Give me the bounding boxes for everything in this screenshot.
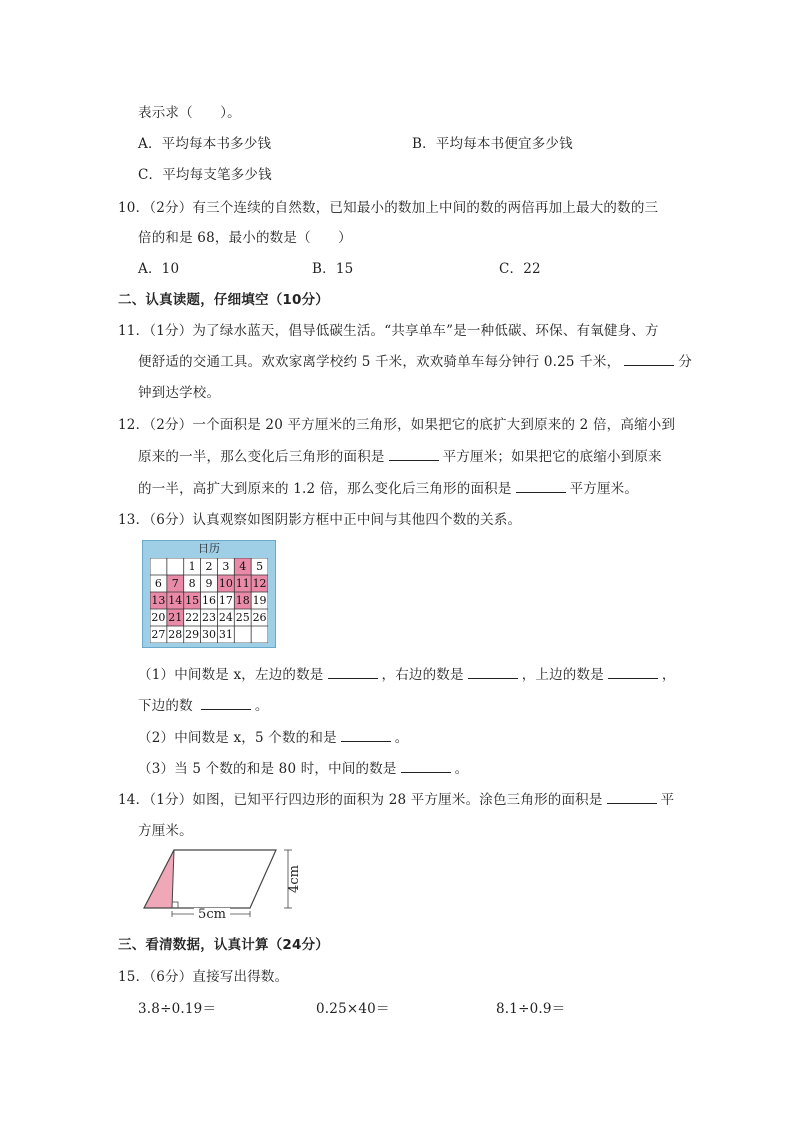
q13-sub2-end: 。 [394, 730, 409, 746]
q10-line2: 倍的和是 68，最小的数是（ ） [138, 230, 352, 246]
q13-sub1-text-a: （1）中间数是 x，左边的数是 [138, 667, 324, 683]
calendar-day: 11 [235, 577, 250, 590]
calendar-day: 28 [168, 628, 183, 641]
calendar-day: 4 [239, 560, 247, 573]
q13-sub2-text: （2）中间数是 x，5 个数的和是 [138, 730, 337, 746]
right-angle-mark [172, 902, 178, 908]
calendar-day: 26 [252, 611, 267, 624]
calendar-day: 13 [151, 594, 166, 607]
q12-line3-text: 的一半，高扩大到原来的 1.2 倍，那么变化后三角形的面积是 [138, 481, 512, 497]
q10-option-c: C．22 [499, 261, 541, 277]
calendar-day: 17 [218, 594, 233, 607]
q15-item-2: 0.25×40＝ [316, 1001, 390, 1017]
calendar-day: 12 [252, 577, 267, 590]
q14-line1-end: 平 [660, 792, 675, 808]
calendar-day: 29 [185, 628, 200, 641]
q9-option-c: C．平均每支笔多少钱 [138, 167, 272, 183]
calendar-day: 20 [151, 611, 166, 624]
q11-line2-unit: 分 [678, 354, 693, 370]
q12-line2 [138, 448, 662, 466]
q11-line1: 11．（1分）为了绿水蓝天，倡导低碳生活。“共享单车”是一种低碳、环保、有氧健身、方 [118, 323, 659, 339]
q13-stem: 13．（6分）认真观察如图阴影方框中正中间与其他四个数的关系。 [118, 512, 522, 528]
calendar-day: 18 [235, 594, 250, 607]
q14-line1-text: 14．（1分）如图，已知平行四边形的面积为 28 平方厘米。涂色三角形的面积是 [118, 792, 603, 808]
q11-line2 [138, 353, 692, 371]
q10-option-b: B．15 [312, 261, 354, 277]
calendar-day: 3 [222, 560, 230, 573]
q10-line1: 10．（2分）有三个连续的自然数，已知最小的数加上中间的数的两倍再加上最大的数的三 [118, 200, 659, 216]
q11-line2-text: 便舒适的交通工具。欢欢家离学校约 5 千米，欢欢骑单车每分钟行 0.25 千米， [138, 354, 621, 370]
calendar-day: 16 [201, 594, 216, 607]
parallelogram-figure [142, 838, 302, 922]
q13-sub1 [138, 666, 676, 684]
base-label: 5cm [198, 907, 226, 918]
calendar-day [150, 558, 167, 575]
q9-option-a: A．平均每本书多少钱 [138, 136, 272, 152]
q12-line3-rest: 平方厘米。 [569, 481, 639, 497]
calendar-day: 23 [201, 611, 216, 624]
q13-sub1-line2-end: 。 [254, 698, 269, 714]
calendar-day: 14 [168, 594, 183, 607]
calendar-day: 7 [171, 577, 179, 590]
calendar-day: 6 [154, 577, 162, 590]
q13-sub3-end: 。 [454, 761, 469, 777]
calendar-day: 1 [188, 560, 196, 573]
answer-blank[interactable] [341, 729, 391, 742]
answer-blank[interactable] [607, 791, 657, 804]
q12-line2-text: 原来的一半，那么变化后三角形的面积是 [138, 449, 385, 465]
calendar-day: 30 [201, 628, 216, 641]
q10-option-a: A．10 [138, 261, 180, 277]
calendar-figure [142, 540, 276, 648]
q12-line1: 12．（2分）一个面积是 20 平方厘米的三角形，如果把它的底扩大到原来的 2 倍，高缩小到 [118, 417, 676, 433]
q9-option-b: B．平均每本书便宜多少钱 [412, 136, 573, 152]
calendar-day: 25 [235, 611, 250, 624]
calendar-day: 24 [218, 611, 233, 624]
q13-sub1-text-b: ，右边的数是 [381, 667, 464, 683]
q13-sub1-line2 [138, 697, 269, 715]
q13-sub1-text-d: ， [661, 667, 676, 683]
parallelogram-svg [142, 838, 302, 918]
calendar-day: 2 [205, 560, 213, 573]
q12-line3 [138, 480, 638, 498]
answer-blank[interactable] [401, 760, 451, 773]
q13-sub3-text: （3）当 5 个数的和是 80 时，中间的数是 [138, 761, 397, 777]
q13-sub3 [138, 760, 468, 778]
calendar-day: 31 [218, 628, 233, 641]
q12-line2-rest: 平方厘米；如果把它的底缩小到原来 [442, 449, 662, 465]
calendar-day: 10 [218, 577, 233, 590]
section-2-title: 二、认真读题，仔细填空（10分） [118, 292, 329, 308]
q13-sub2 [138, 729, 408, 747]
calendar-title: 日历 [198, 542, 220, 555]
q14-line1 [118, 791, 674, 809]
answer-blank[interactable] [201, 697, 251, 710]
section-3-title: 三、看清数据，认真计算（24分） [118, 937, 329, 953]
answer-blank[interactable] [624, 353, 674, 366]
q15-item-1: 3.8÷0.19＝ [138, 1001, 217, 1017]
calendar-day: 19 [252, 594, 267, 607]
q9-stem-end: 表示求（ ）。 [138, 105, 241, 121]
answer-blank[interactable] [468, 666, 518, 679]
q15-item-3: 8.1÷0.9＝ [496, 1001, 566, 1017]
calendar-day: 8 [188, 577, 196, 590]
answer-blank[interactable] [516, 480, 566, 493]
height-label: 4cm [287, 865, 302, 893]
q14-line2: 方厘米。 [138, 823, 193, 839]
q13-sub1-text-c: ，上边的数是 [521, 667, 604, 683]
calendar-day [167, 558, 184, 575]
calendar-day: 5 [256, 560, 264, 573]
calendar-day: 27 [151, 628, 166, 641]
answer-blank[interactable] [389, 448, 439, 461]
q15-stem: 15．（6分）直接写出得数。 [118, 969, 289, 985]
q13-sub1-line2-text: 下边的数 [138, 698, 193, 714]
answer-blank[interactable] [608, 666, 658, 679]
calendar-day: 15 [185, 594, 200, 607]
calendar-day [234, 626, 251, 643]
calendar-day: 21 [168, 611, 183, 624]
calendar-day: 22 [185, 611, 200, 624]
answer-blank[interactable] [328, 666, 378, 679]
calendar-day [251, 626, 268, 643]
calendar-day: 9 [205, 577, 213, 590]
q11-line3: 钟到达学校。 [138, 385, 221, 401]
